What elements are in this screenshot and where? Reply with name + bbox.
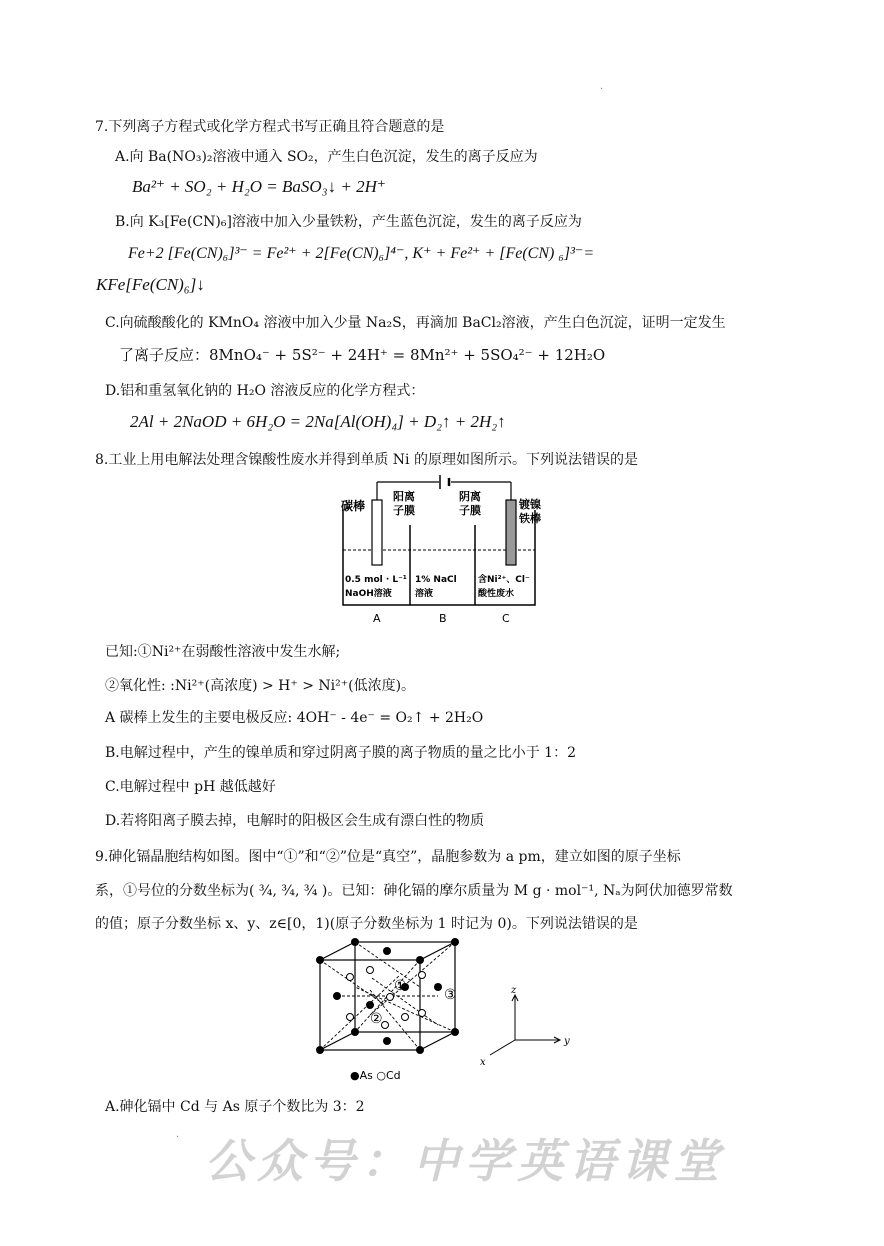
anion-membrane-label-2: 子膜 bbox=[459, 504, 481, 517]
cation-membrane-label-1: 阳离 bbox=[393, 490, 415, 503]
watermark: 公众号：中学英语课堂 bbox=[205, 1134, 725, 1188]
y-axis-label: y bbox=[564, 1036, 570, 1047]
nickel-rod-label-2: 铁棒 bbox=[519, 512, 541, 525]
nickel-rod-label-1: 镀镍 bbox=[519, 498, 541, 511]
dot-mark-2: · bbox=[176, 1132, 180, 1143]
crystal-cell-diagram bbox=[310, 935, 600, 1085]
z-axis-label: z bbox=[511, 985, 517, 996]
a-solution-label-1: 0.5 mol · L⁻¹ bbox=[345, 575, 407, 585]
q9-stem-3: 的值；原子分数坐标 x、y、z∈[0，1)(原子分数坐标为 1 时记为 0)。下列说法错误的是 bbox=[95, 916, 638, 932]
a-solution-label-2: NaOH溶液 bbox=[345, 589, 392, 599]
carbon-rod bbox=[372, 500, 382, 565]
site-mark-3: ③ bbox=[444, 987, 457, 1003]
q9-stem-1: 9.砷化镉晶胞结构如图。图中“①”和“②”位是“真空”，晶胞参数为 a pm，建立如图的原子坐标 bbox=[95, 849, 681, 865]
compartment-label-a: A bbox=[373, 612, 381, 625]
c-solution-label-2: 酸性废水 bbox=[478, 589, 515, 599]
q8-known-2: ②氧化性: :Ni²⁺(高浓度) > H⁺ > Ni²⁺(低浓度)。 bbox=[105, 678, 416, 694]
carbon-rod-label: 碳棒 bbox=[341, 499, 366, 513]
q7-option-a-equation: Ba²⁺ + SO₂ + H₂O = BaSO₃↓ + 2H⁺ bbox=[132, 177, 386, 196]
site-mark-2: ② bbox=[370, 1011, 383, 1027]
q7-option-b: B.向 K₃[Fe(CN)₆]溶液中加入少量铁粉，产生蓝色沉淀，发生的离子反应为 bbox=[115, 214, 582, 230]
c-solution-label-1: 含Ni²⁺、Cl⁻ bbox=[478, 575, 530, 585]
axes bbox=[490, 995, 560, 1055]
anion-membrane-label-1: 阴离 bbox=[459, 490, 481, 503]
q7-option-c-equation: 了离子反应：8MnO₄⁻ + 5S²⁻ + 24H⁺ = 8Mn²⁺ + 5SO₄²⁻ + 12H₂O bbox=[119, 346, 606, 364]
q8-option-a: A 碳棒上发生的主要电极反应: 4OH⁻ - 4e⁻ = O₂↑ + 2H₂O bbox=[105, 710, 484, 726]
cation-membrane-label-2: 子膜 bbox=[393, 504, 415, 517]
site-mark-1: ① bbox=[394, 978, 407, 994]
q8-stem: 8.工业上用电解法处理含镍酸性废水并得到单质 Ni 的原理如图所示。下列说法错误的是 bbox=[95, 452, 638, 468]
q8-option-b: B.电解过程中，产生的镍单质和穿过阴离子膜的离子物质的量之比小于 1：2 bbox=[105, 745, 577, 761]
q8-option-c: C.电解过程中 pH 越低越好 bbox=[105, 779, 276, 795]
q7-stem: 7.下列离子方程式或化学方程式书写正确且符合题意的是 bbox=[95, 119, 445, 135]
compartment-label-b: B bbox=[439, 612, 447, 625]
q7-option-a: A.向 Ba(NO₃)₂溶液中通入 SO₂，产生白色沉淀，发生的离子反应为 bbox=[115, 149, 538, 165]
nickel-plated-iron-rod bbox=[506, 500, 516, 565]
q8-option-d: D.若将阳离子膜去掉，电解时的阳极区会生成有漂白性的物质 bbox=[105, 813, 485, 829]
q7-option-d: D.铝和重氢氧化钠的 H₂O 溶液反应的化学方程式： bbox=[105, 383, 425, 399]
dot-mark: · bbox=[600, 84, 604, 95]
q8-known-1: 已知:①Ni²⁺在弱酸性溶液中发生水解; bbox=[105, 644, 341, 660]
q7-option-b-equation-2: KFe[Fe(CN)₆]↓ bbox=[96, 275, 205, 294]
x-axis-label: x bbox=[480, 1057, 486, 1068]
electrolysis-diagram bbox=[335, 470, 550, 630]
compartment-label-c: C bbox=[502, 612, 510, 625]
b-solution-label-1: 1% NaCl bbox=[415, 575, 457, 585]
q9-option-a: A.砷化镉中 Cd 与 As 原子个数比为 3：2 bbox=[105, 1099, 365, 1115]
q7-option-d-equation: 2Al + 2NaOD + 6H₂O = 2Na[Al(OH)₄] + D₂↑ + 2H₂↑ bbox=[130, 412, 506, 431]
b-solution-label-2: 溶液 bbox=[415, 589, 434, 599]
q9-stem-2: 系，①号位的分数坐标为( ¾, ¾, ¾ )。已知：砷化镉的摩尔质量为 M g · mol⁻¹, Nₐ为阿伏加德罗常数 bbox=[95, 883, 733, 899]
q7-option-c: C.向硫酸酸化的 KMnO₄ 溶液中加入少量 Na₂S，再滴加 BaCl₂溶液，产生白色沉淀，证明一定发生 bbox=[105, 315, 726, 331]
q7-option-b-equation: Fe+2 [Fe(CN)₆]³⁻ = Fe²⁺ + 2[Fe(CN)₆]⁴⁻, K⁺ + Fe²⁺ + [Fe(CN) ₆]³⁻= bbox=[128, 245, 595, 262]
atom-legend: ●As ○Cd bbox=[350, 1069, 401, 1082]
